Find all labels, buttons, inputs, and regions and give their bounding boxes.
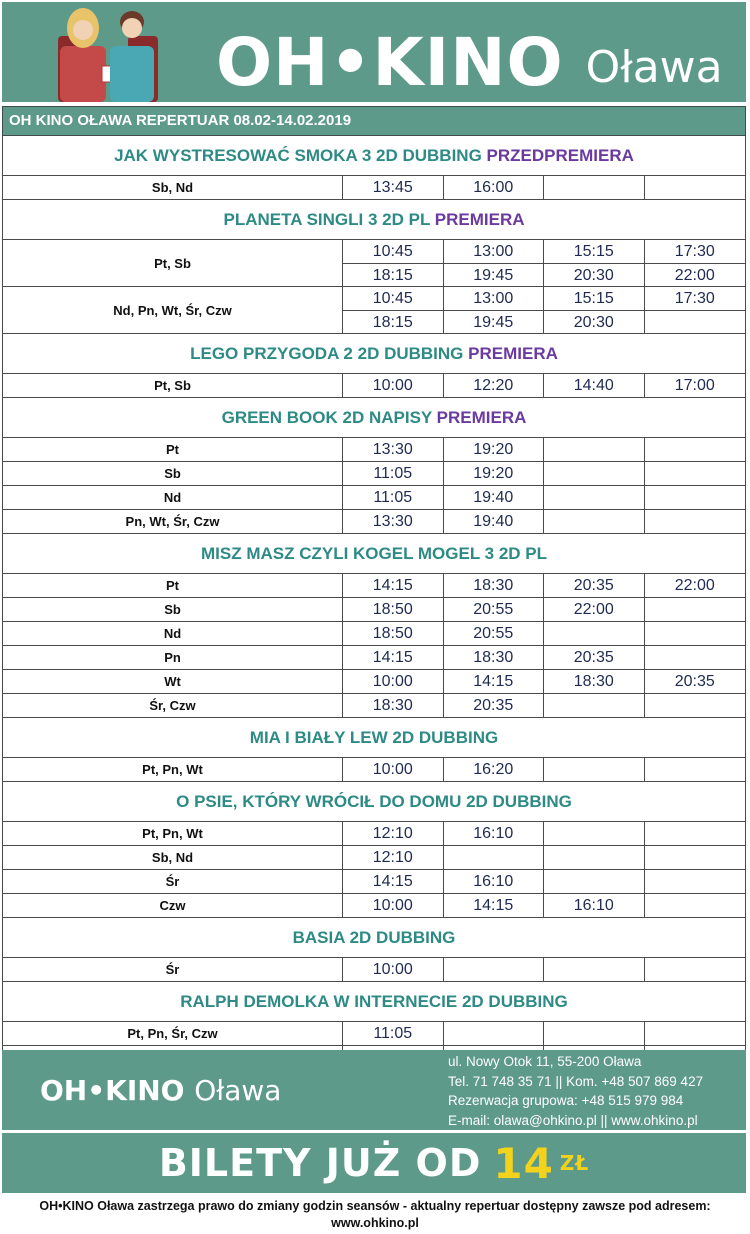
showtime-cell <box>544 758 645 781</box>
disclaimer: OH•KINO Oława zastrzega prawo do zmiany godzin seansów - aktualny repertuar dostępny zawsze pod adresem: www.ohkino.pl <box>39 1199 711 1230</box>
days-label: Sb, Nd <box>3 176 343 199</box>
premiere-tag: PREMIERA <box>436 408 527 427</box>
showtime-cell <box>645 622 746 645</box>
showtime-cell: 18:15 <box>343 264 444 286</box>
showtime-group <box>2 598 746 622</box>
contact-info <box>448 1052 703 1130</box>
showtime-cell: 14:15 <box>444 670 545 693</box>
days-label: Wt <box>3 670 343 693</box>
showtime-cell: 16:10 <box>444 822 545 845</box>
showtime-cell <box>444 846 545 869</box>
days-label: Śr <box>3 870 343 893</box>
showtime-group <box>2 1022 746 1046</box>
showtime-group <box>2 622 746 646</box>
showtime-row <box>343 462 745 485</box>
showtime-cell <box>544 846 645 869</box>
showtime-row <box>343 574 745 597</box>
showtime-cell: 16:20 <box>444 758 545 781</box>
movie-title <box>2 334 746 374</box>
showtime-cell: 10:00 <box>343 758 444 781</box>
showtime-cell: 17:30 <box>674 290 715 307</box>
cinema-audience-illustration <box>58 6 158 102</box>
days-label: Śr <box>3 958 343 981</box>
days-label: Sb, Nd <box>3 846 343 869</box>
showtime-cell: 19:45 <box>444 311 545 333</box>
contact-address: ul. Nowy Otok 11, 55-200 Oława <box>448 1054 642 1069</box>
showtime-row <box>343 958 745 981</box>
showtime-cell: 15:15 <box>544 287 645 310</box>
showtime-cell: 14:40 <box>544 374 645 397</box>
showtime-cell: 20:35 <box>444 694 545 717</box>
showtime-cell: 18:30 <box>444 574 545 597</box>
showtime-cell: 15:15 <box>544 240 645 263</box>
movie-name: MIA I BIAŁY LEW 2D DUBBING <box>249 728 499 747</box>
showtime-cell: 13:00 <box>444 287 545 310</box>
showtime-cell <box>645 822 746 845</box>
showtime-cell <box>544 1022 645 1045</box>
showtime-group <box>2 894 746 918</box>
showtime-row <box>343 374 745 397</box>
showtime-cell: 17:00 <box>674 377 715 394</box>
showtime-cell <box>544 870 645 893</box>
showtime-row <box>343 438 745 461</box>
showtime-row <box>343 870 745 893</box>
showtime-cell <box>645 510 746 533</box>
showtime-cell <box>544 462 645 485</box>
showtime-cell: 10:00 <box>343 670 444 693</box>
days-label: Sb <box>3 462 343 485</box>
showtime-cell <box>544 438 645 461</box>
showtime-cell: 19:45 <box>444 264 545 286</box>
ticket-price-currency: ZŁ <box>559 1151 590 1175</box>
movie-name: O PSIE, KTÓRY WRÓCIŁ DO DOMU 2D DUBBING <box>176 792 572 811</box>
showtime-cell: 20:55 <box>444 598 545 621</box>
showtime-row <box>343 694 745 717</box>
showtime-cell: 20:35 <box>544 574 645 597</box>
showtime-row <box>343 263 745 286</box>
movie-name: PLANETA SINGLI 3 2D PL <box>223 210 431 229</box>
showtime-cell <box>444 1022 545 1045</box>
showtime-cell: 10:00 <box>343 894 444 917</box>
showtime-row <box>343 510 745 533</box>
showtime-cell <box>645 758 746 781</box>
days-label: Pn, Wt, Śr, Czw <box>3 510 343 533</box>
repertoire-title: OH KINO OŁAWA REPERTUAR 08.02-14.02.2019 <box>2 106 746 136</box>
footer-brand-logo <box>40 1074 281 1107</box>
showtime-cell: 18:50 <box>343 622 444 645</box>
premiere-tag: PRZEDPREMIERA <box>486 146 634 165</box>
showtime-row <box>343 670 745 693</box>
showtime-cell: 19:20 <box>444 462 545 485</box>
movie-title <box>2 918 746 958</box>
footer-banner <box>2 1050 746 1130</box>
showtime-cell: 12:20 <box>444 374 545 397</box>
showtime-row <box>343 240 745 263</box>
showtime-cell: 14:15 <box>444 894 545 917</box>
days-label: Pn <box>3 646 343 669</box>
showtime-cell: 13:30 <box>343 510 444 533</box>
showtime-cell <box>544 486 645 509</box>
showtime-group <box>2 822 746 846</box>
showtime-cell: 13:45 <box>343 176 444 199</box>
movie-name: MISZ MASZ CZYLI KOGEL MOGEL 3 2D PL <box>200 544 547 563</box>
showtime-cell: 22:00 <box>674 267 715 284</box>
showtime-group <box>2 462 746 486</box>
showtime-cell <box>645 1022 746 1045</box>
showtime-group <box>2 846 746 870</box>
movie-title <box>2 534 746 574</box>
showtime-row <box>343 287 745 310</box>
showtime-cell <box>645 958 746 981</box>
movie-title <box>2 782 746 822</box>
showtime-cell: 14:15 <box>343 574 444 597</box>
showtime-group <box>2 486 746 510</box>
days-label: Nd, Pn, Wt, Śr, Czw <box>3 287 343 333</box>
showtime-cell: 20:30 <box>544 311 645 333</box>
days-label: Pt, Sb <box>3 240 343 286</box>
showtime-cell: 19:40 <box>444 510 545 533</box>
footer-brand-city: Oława <box>194 1074 282 1107</box>
showtime-cell: 10:45 <box>343 287 444 310</box>
showtime-cell: 11:05 <box>343 1022 444 1045</box>
showtime-row <box>343 1022 745 1045</box>
showtime-group <box>2 287 746 334</box>
showtime-group <box>2 176 746 200</box>
showtime-group <box>2 646 746 670</box>
showtime-cell: 10:45 <box>343 240 444 263</box>
showtime-cell <box>544 822 645 845</box>
brand-city: Oława <box>585 42 723 93</box>
showtime-cell: 12:10 <box>343 846 444 869</box>
days-label: Czw <box>3 894 343 917</box>
schedule-table <box>2 136 746 1070</box>
showtime-cell <box>645 646 746 669</box>
showtime-group <box>2 958 746 982</box>
showtime-cell: 22:00 <box>674 577 715 594</box>
showtime-row <box>343 486 745 509</box>
ticket-price-text: BILETY JUŻ OD <box>158 1141 482 1185</box>
showtime-cell: 11:05 <box>343 462 444 485</box>
showtime-cell <box>645 311 746 333</box>
days-label: Sb <box>3 598 343 621</box>
contact-email: E-mail: olawa@ohkino.pl || www.ohkino.pl <box>448 1112 698 1128</box>
showtime-cell: 13:00 <box>444 240 545 263</box>
movie-title <box>2 398 746 438</box>
showtime-cell <box>645 486 746 509</box>
ticket-price-banner <box>2 1133 746 1193</box>
showtime-cell: 20:35 <box>674 673 715 690</box>
showtime-cell: 14:15 <box>343 870 444 893</box>
showtime-group <box>2 758 746 782</box>
days-label: Pt, Pn, Wt <box>3 822 343 845</box>
showtime-cell: 16:00 <box>444 176 545 199</box>
days-label: Pt, Pn, Śr, Czw <box>3 1022 343 1045</box>
showtime-row <box>343 758 745 781</box>
showtime-cell: 20:30 <box>544 264 645 286</box>
showtime-cell <box>645 176 746 199</box>
showtime-cell: 19:40 <box>444 486 545 509</box>
showtime-group <box>2 694 746 718</box>
showtime-cell <box>645 598 746 621</box>
movie-title <box>2 200 746 240</box>
showtime-cell <box>645 870 746 893</box>
days-label: Nd <box>3 486 343 509</box>
showtime-cell: 14:15 <box>343 646 444 669</box>
showtime-group <box>2 438 746 462</box>
days-label: Śr, Czw <box>3 694 343 717</box>
showtime-cell: 22:00 <box>544 598 645 621</box>
footer-brand-name: OH•KINO <box>40 1074 185 1107</box>
movie-title <box>2 718 746 758</box>
showtime-cell: 18:30 <box>444 646 545 669</box>
showtime-cell: 20:55 <box>444 622 545 645</box>
movie-name: JAK WYSTRESOWAĆ SMOKA 3 2D DUBBING <box>114 146 482 165</box>
movie-name: BASIA 2D DUBBING <box>292 928 456 947</box>
showtime-cell <box>544 694 645 717</box>
days-label: Pt, Sb <box>3 374 343 397</box>
showtime-cell: 18:30 <box>343 694 444 717</box>
movie-title <box>2 136 746 176</box>
showtime-cell <box>645 846 746 869</box>
showtime-cell <box>544 958 645 981</box>
showtime-cell: 20:35 <box>544 646 645 669</box>
premiere-tag: PREMIERA <box>468 344 558 363</box>
premiere-tag: PREMIERA <box>434 210 525 229</box>
showtime-cell <box>645 462 746 485</box>
showtime-group <box>2 670 746 694</box>
brand-name: OH•KINO <box>216 24 564 101</box>
showtime-cell: 10:00 <box>343 374 444 397</box>
showtime-row <box>343 846 745 869</box>
showtime-cell <box>645 438 746 461</box>
movie-name: LEGO PRZYGODA 2 2D DUBBING <box>190 344 464 363</box>
showtime-cell: 16:10 <box>544 894 645 917</box>
showtime-cell: 10:00 <box>343 958 444 981</box>
ticket-price-value: 14 <box>493 1138 554 1188</box>
showtime-cell <box>645 694 746 717</box>
showtime-cell: 19:20 <box>444 438 545 461</box>
showtime-group <box>2 374 746 398</box>
movie-name: GREEN BOOK 2D NAPISY <box>221 408 432 427</box>
showtime-row <box>343 646 745 669</box>
showtime-group <box>2 574 746 598</box>
showtime-cell <box>645 894 746 917</box>
days-label: Pt <box>3 574 343 597</box>
showtime-cell: 11:05 <box>343 486 444 509</box>
contact-phone: Tel. 71 748 35 71 || Kom. +48 507 869 427 <box>448 1073 704 1089</box>
showtime-group <box>2 510 746 534</box>
showtime-row <box>343 176 745 199</box>
days-label: Pt, Pn, Wt <box>3 758 343 781</box>
showtime-cell: 18:50 <box>343 598 444 621</box>
showtime-cell <box>444 958 545 981</box>
showtime-cell <box>544 176 645 199</box>
brand-logo <box>216 16 723 101</box>
showtime-cell <box>544 622 645 645</box>
showtime-group <box>2 870 746 894</box>
showtime-cell: 18:30 <box>544 670 645 693</box>
showtime-row <box>343 622 745 645</box>
showtime-row <box>343 310 745 333</box>
showtime-cell <box>544 510 645 533</box>
showtime-row <box>343 894 745 917</box>
showtime-cell: 12:10 <box>343 822 444 845</box>
days-label: Pt <box>3 438 343 461</box>
movie-name: RALPH DEMOLKA W INTERNECIE 2D DUBBING <box>180 992 568 1011</box>
showtime-row <box>343 598 745 621</box>
showtime-cell: 16:10 <box>444 870 545 893</box>
showtime-cell: 18:15 <box>343 311 444 333</box>
movie-title <box>2 982 746 1022</box>
header-banner <box>2 2 746 102</box>
showtime-cell: 13:30 <box>343 438 444 461</box>
showtime-cell: 17:30 <box>674 243 715 260</box>
showtime-row <box>343 822 745 845</box>
days-label: Nd <box>3 622 343 645</box>
showtime-group <box>2 240 746 287</box>
contact-group-booking: Rezerwacja grupowa: +48 515 979 984 <box>448 1093 684 1108</box>
